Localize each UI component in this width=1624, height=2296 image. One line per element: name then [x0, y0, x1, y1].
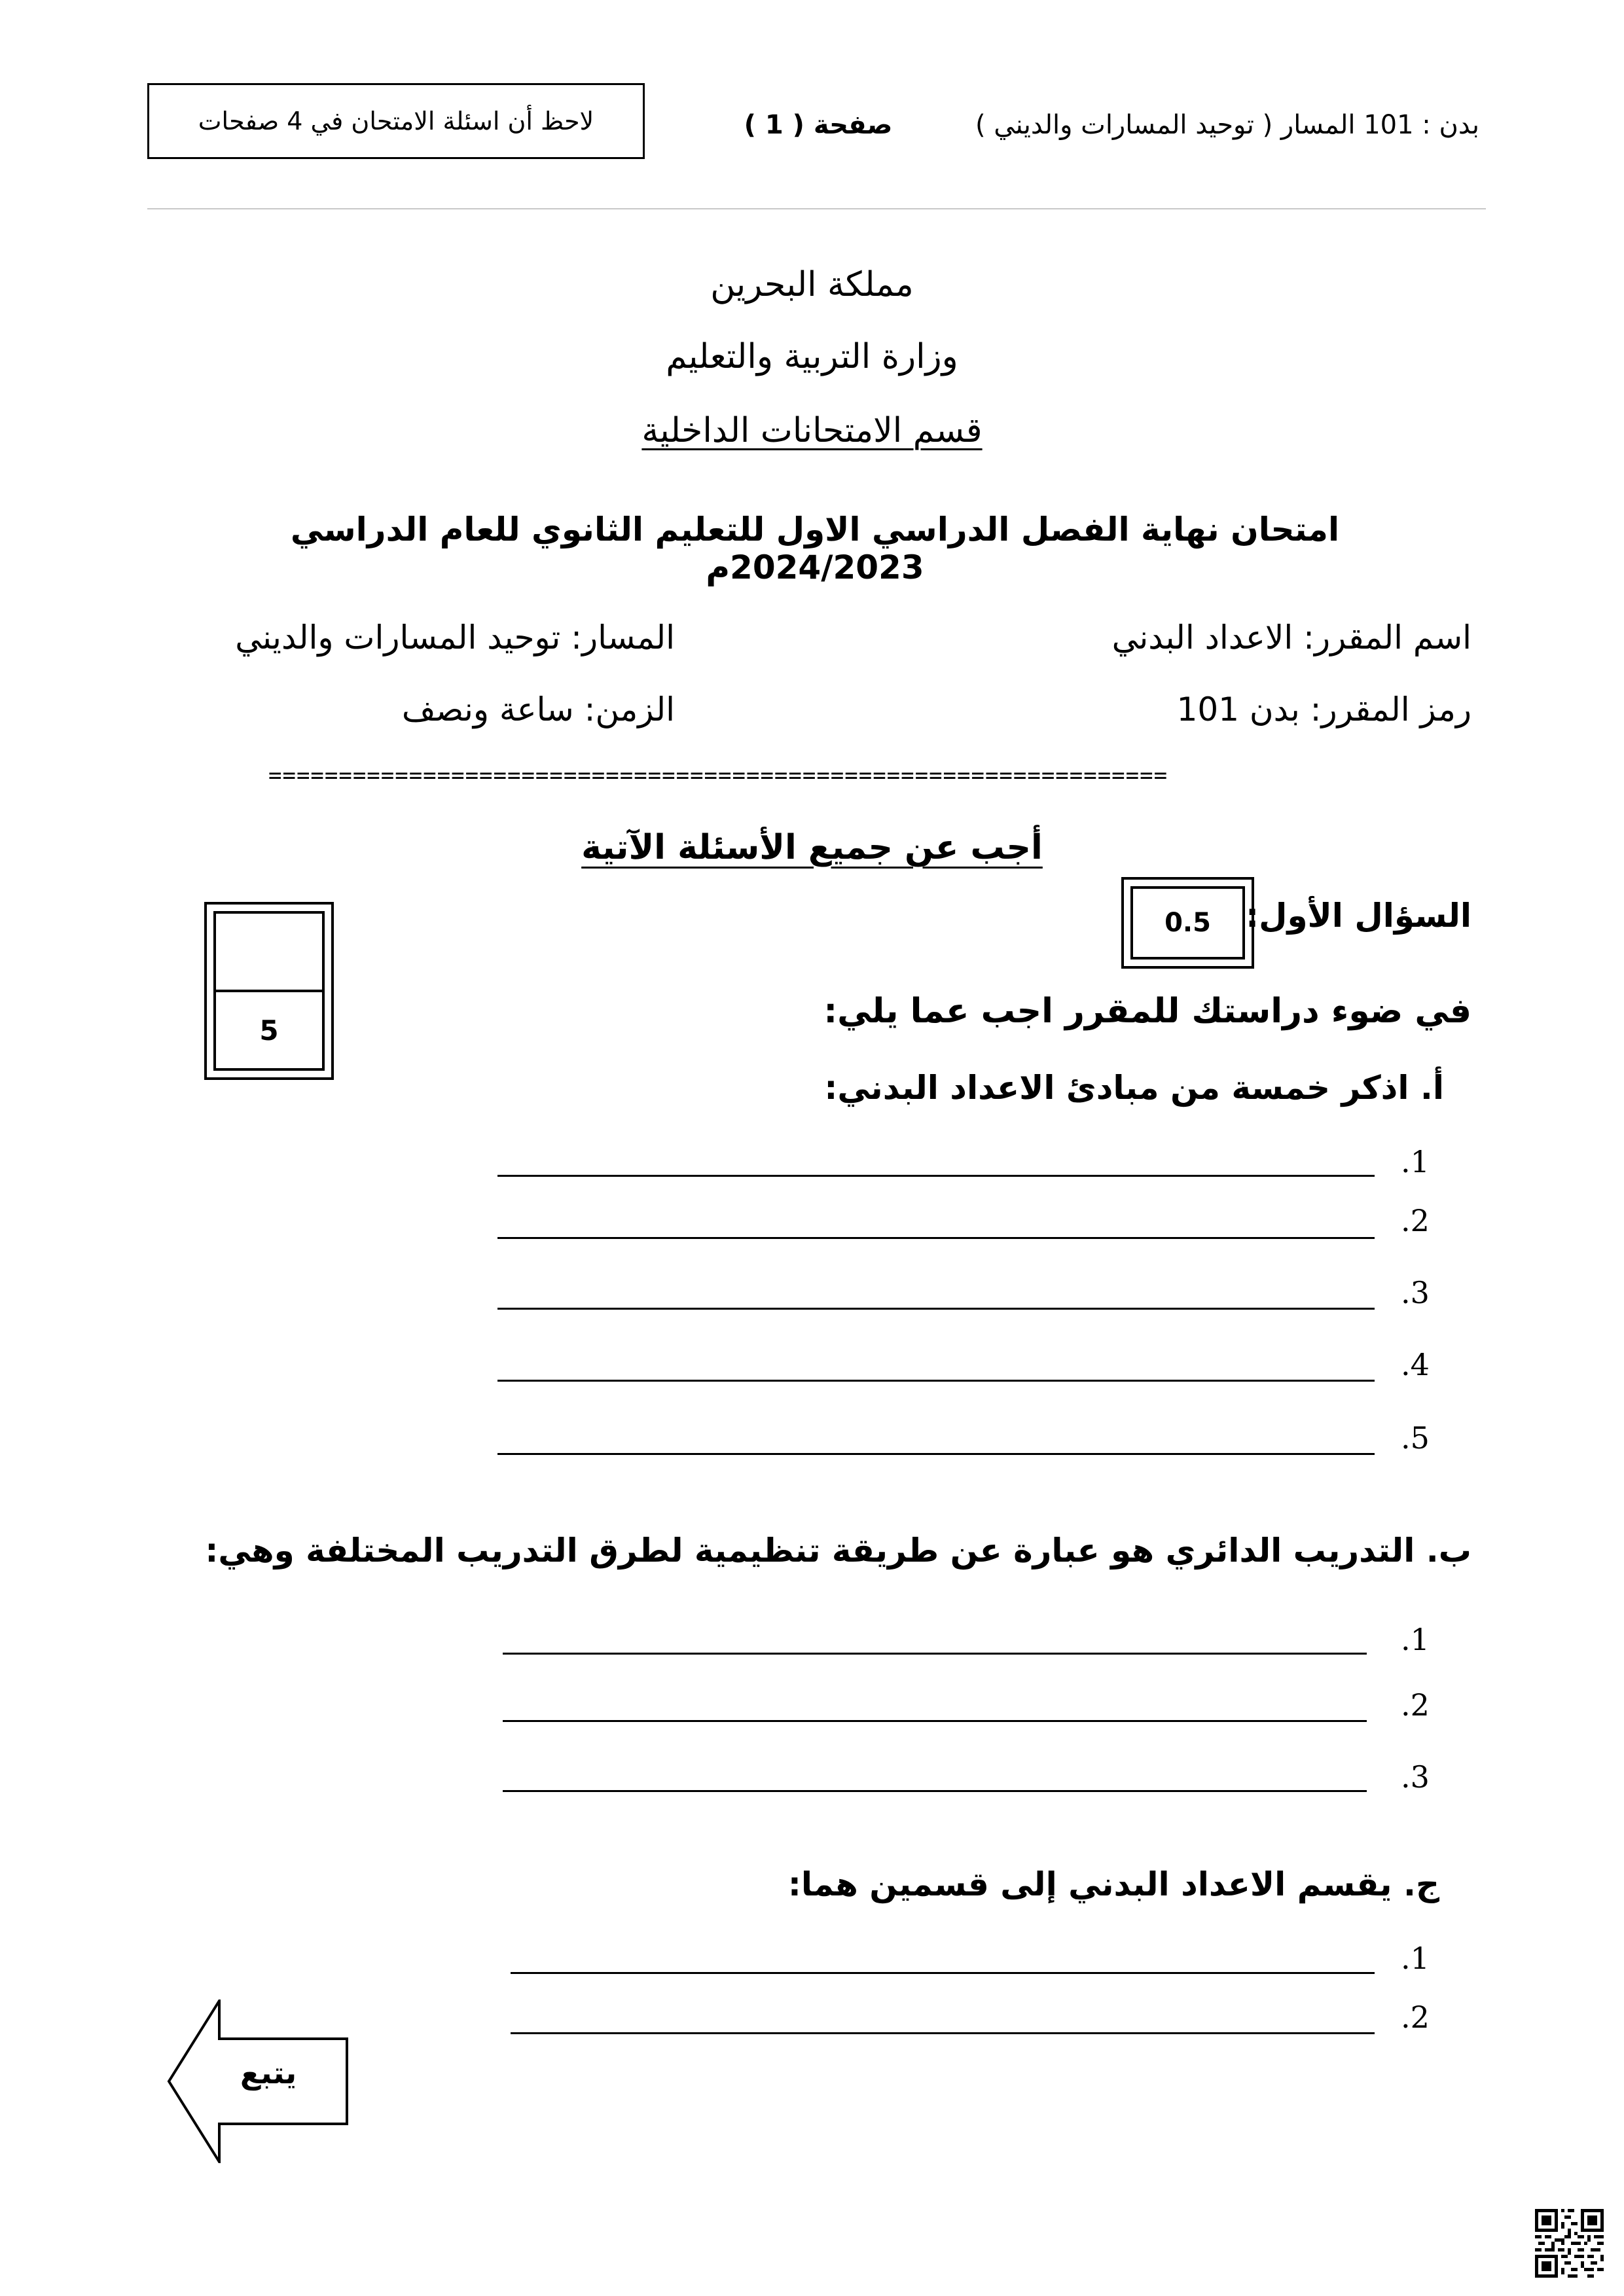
- question-1-label: السؤال الأول:: [1246, 897, 1471, 935]
- part-a-prompt: أ. اذكر خمسة من مبادئ الاعداد البدني:: [824, 1069, 1444, 1107]
- qr-code-icon: [1535, 2209, 1604, 2278]
- part-a-answer-line[interactable]: [497, 1308, 1375, 1310]
- part-a-number: .2: [1401, 1203, 1430, 1238]
- part-b-answer-line[interactable]: [503, 1720, 1367, 1722]
- course-code: رمز المقرر: بدن 101: [1176, 691, 1471, 728]
- part-b-number: .2: [1401, 1687, 1430, 1723]
- part-a-answer-line[interactable]: [497, 1453, 1375, 1455]
- question-1-score-box: [1121, 877, 1254, 969]
- ministry-name: وزارة التربية والتعليم: [666, 337, 958, 376]
- grade-box-inner: [213, 911, 325, 1071]
- header-divider: [147, 208, 1486, 209]
- question-1-score: 0.5: [1130, 886, 1245, 960]
- part-c-number: .2: [1401, 2000, 1430, 2035]
- part-b-answer-line[interactable]: [503, 1653, 1367, 1655]
- part-b-answer-line[interactable]: [503, 1790, 1367, 1792]
- part-c-number: .1: [1401, 1941, 1430, 1976]
- grade-box: [204, 902, 334, 1080]
- part-a-answer-line[interactable]: [497, 1175, 1375, 1177]
- page-number: صفحة ( 1 ): [744, 110, 893, 140]
- question-1-intro: في ضوء دراستك للمقرر اجب عما يلي:: [823, 992, 1471, 1031]
- header-course-reference: بدن : 101 المسار ( توحيد المسارات والديني ): [975, 110, 1479, 140]
- country-name: مملكة البحرين: [710, 265, 914, 304]
- part-c-prompt: ج. يقسم الاعداد البدني إلى قسمين هما:: [787, 1865, 1439, 1903]
- course-name: اسم المقرر: الاعداد البدني: [1111, 619, 1471, 656]
- part-c-answer-line[interactable]: [511, 2032, 1375, 2034]
- continue-label: يتبع: [240, 2055, 297, 2090]
- part-a-number: .5: [1401, 1420, 1430, 1456]
- exam-title: امتحان نهاية الفصل الدراسي الاول للتعليم الثانوي للعام الدراسي 2024/2023م: [290, 511, 1340, 586]
- part-c-answer-line[interactable]: [511, 1972, 1375, 1974]
- track-name: المسار: توحيد المسارات والديني: [235, 619, 675, 656]
- total-marks: 5: [259, 1014, 279, 1047]
- exam-duration: الزمن: ساعة ونصف: [401, 691, 675, 728]
- grade-entry-cell[interactable]: [216, 914, 322, 992]
- instruction: [0, 828, 1624, 867]
- part-b-number: .3: [1401, 1759, 1430, 1795]
- department-name-text: قسم الامتحانات الداخلية: [641, 411, 983, 450]
- part-b-prompt: ب. التدريب الدائري هو عبارة عن طريقة تنظيمية لطرق التدريب المختلفة وهي:: [205, 1532, 1471, 1570]
- section-divider: ================================================================: [268, 762, 1168, 789]
- part-b-number: .1: [1401, 1622, 1430, 1657]
- instruction-text: أجب عن جميع الأسئلة الآتية: [581, 828, 1043, 867]
- part-a-answer-line[interactable]: [497, 1380, 1375, 1382]
- part-a-number: .1: [1401, 1144, 1430, 1179]
- page-count-notice-text: لاحظ أن اسئلة الامتحان في 4 صفحات: [198, 107, 594, 135]
- department-name: [0, 411, 1624, 450]
- part-a-number: .4: [1401, 1347, 1430, 1382]
- part-a-answer-line[interactable]: [497, 1237, 1375, 1239]
- part-a-number: .3: [1401, 1275, 1430, 1310]
- page-count-notice: [147, 83, 645, 159]
